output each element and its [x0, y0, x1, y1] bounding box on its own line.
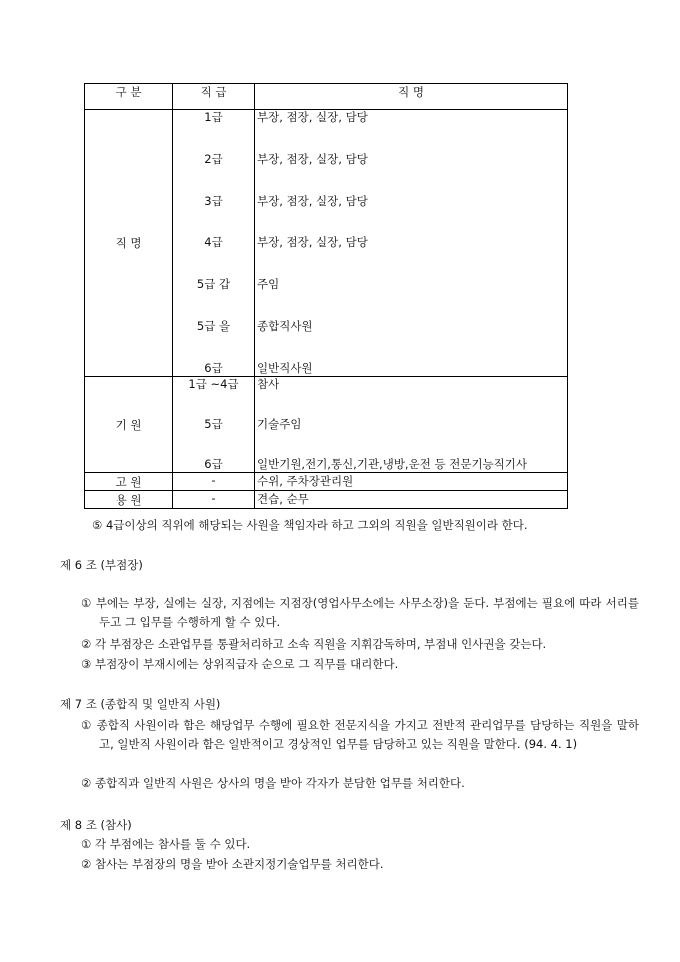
table-header-row: [85, 84, 568, 110]
grade-cell: -: [173, 473, 255, 491]
grade-value: 3급: [204, 193, 223, 208]
title-cell: [255, 377, 568, 473]
grade-cell: -: [173, 491, 255, 509]
table-row: [85, 473, 568, 491]
grade-table: [84, 83, 568, 509]
header-category: 구 분: [85, 84, 173, 110]
title-cell: 견습, 순무: [255, 491, 568, 509]
category-cell: 용 원: [85, 491, 173, 509]
grade-value: 1급 ~4급: [188, 377, 239, 391]
title-value: 주임: [257, 277, 280, 292]
article-8-item-1: ① 각 부점에는 참사를 둘 수 있다.: [81, 837, 251, 851]
article-8-title: 제 8 조 (참사): [60, 818, 132, 832]
header-title: 직 명: [255, 84, 568, 110]
article-6-item-2: ② 각 부점장은 소관업무를 통괄처리하고 소속 직원을 지휘감독하며, 부점내 인사권을 갖는다.: [81, 637, 547, 651]
grade-value: 6급: [204, 360, 223, 375]
article-7-title: 제 7 조 (종합직 및 일반직 사원): [60, 697, 221, 711]
title-value: 부장, 점장, 실장, 담당: [257, 151, 368, 166]
title-value: 종합직사원: [257, 319, 313, 334]
title-value: 부장, 점장, 실장, 담당: [257, 193, 368, 208]
grade-value: 5급 갑: [196, 277, 231, 292]
article-6-item-1: ① 부에는 부장, 실에는 실장, 지점에는 지점장(영업사무소에는 사무소장)을 둔다. 부점에는 필요에 따라 서리를 두고 그 입무를 수행하게 할 수 있다.: [81, 596, 639, 629]
grade-value: 6급: [204, 457, 223, 471]
grade-cell: [173, 377, 255, 473]
article-6-item-3: ③ 부점장이 부재시에는 상위직급자 순으로 그 직무를 대리한다.: [81, 657, 399, 671]
table-row: [85, 491, 568, 509]
grade-value: 5급 을: [196, 319, 231, 334]
title-cell: 수위, 주차장관리원: [255, 473, 568, 491]
article-6-title: 제 6 조 (부점장): [60, 558, 143, 572]
category-cell: 기 원: [85, 377, 173, 473]
grade-value: 1급: [204, 110, 223, 124]
grade-value: 5급: [204, 417, 223, 431]
title-value: 참사: [257, 377, 280, 391]
table-row: [85, 377, 568, 473]
article-7-item-1: ① 종합직 사원이라 함은 해당업무 수행에 필요한 전문지식을 가지고 전반적 관리업무를 담당하는 직원을 말하고, 일반직 사원이라 함은 일반적이고 경상적인 업무를 담당하고 있는 직원을 말한다. (94. 4. 1): [81, 718, 639, 751]
category-cell: 직 명: [85, 110, 173, 377]
header-grade: 직 급: [173, 84, 255, 110]
article-7-item-2: ② 종합직과 일반직 사원은 상사의 명을 받아 각자가 분담한 업무를 처리한다.: [81, 776, 465, 790]
title-value: 부장, 점장, 실장, 담당: [257, 110, 368, 124]
title-cell: [255, 110, 568, 377]
grade-cell: [173, 110, 255, 377]
title-value: 일반직사원: [257, 360, 313, 375]
grade-value: 2급: [204, 151, 223, 166]
table-row: [85, 110, 568, 377]
article-8-item-2: ② 참사는 부점장의 명을 받아 소관지정기술업무를 처리한다.: [81, 857, 384, 871]
title-value: 부장, 점장, 실장, 담당: [257, 235, 368, 250]
category-cell: 고 원: [85, 473, 173, 491]
table-footnote: ⑤ 4급이상의 직위에 해당되는 사원을 책임자라 하고 그외의 직원을 일반직원이라 한다.: [92, 518, 528, 532]
title-value: 기술주임: [257, 417, 302, 431]
title-value: 일반기원,전기,통신,기관,냉방,운전 등 전문기능직기사: [257, 457, 527, 471]
grade-value: 4급: [204, 235, 223, 250]
